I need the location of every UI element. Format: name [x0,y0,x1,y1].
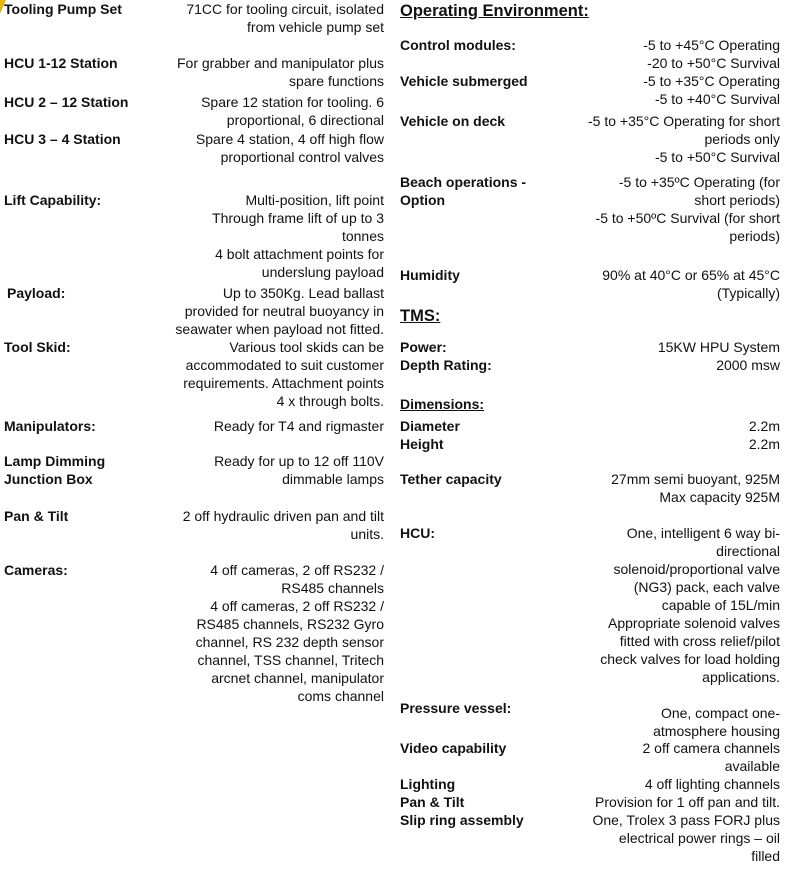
tms-heading: TMS: [400,307,441,325]
spec-label: Tooling Pump Set [4,1,122,17]
spec-label: Pan & Tilt [4,508,69,524]
spec-label: Tool Skid: [4,339,71,355]
spec-value: Multi-position, lift point Through frame lift of up to 3 tonnes 4 bolt attachment points for underslung payload [212,192,384,280]
spec-value: One, compact one- atmosphere housing [653,705,780,739]
spec-value: 2 off hydraulic driven pan and tilt units. [182,508,384,542]
dimensions-heading: Dimensions: [400,396,485,412]
spec-value: Ready for T4 and rigmaster [213,418,384,434]
spec-value: -5 to +35°C Operating -5 to +40°C Survival [643,73,780,107]
spec-label: Slip ring assembly [400,812,524,828]
spec-label: HCU 3 – 4 Station [4,131,121,147]
spec-value: 27mm semi buoyant, 925M Max capacity 925M [611,471,780,505]
spec-value: 2000 msw [716,357,780,373]
spec-label: Tether capacity [400,471,502,487]
spec-label: HCU: [400,525,435,541]
spec-value: Spare 4 station, 4 off high flow proportional control valves [195,131,384,165]
spec-label: Lift Capability: [4,192,102,208]
spec-label: Pan & Tilt [400,794,465,810]
spec-label: Depth Rating: [400,357,492,373]
operating-environment-heading: Operating Environment: [400,2,589,20]
spec-label: Control modules: [400,37,516,53]
spec-label: Cameras: [4,562,68,578]
spec-value: Provision for 1 off pan and tilt. [595,794,780,810]
spec-value: 2 off camera channels available [642,740,780,774]
spec-label: Manipulators: [4,418,96,434]
spec-label: HCU 1-12 Station [4,55,118,71]
spec-value: Spare 12 station for tooling. 6 proportional, 6 directional [201,94,384,128]
spec-value: 2.2m [748,418,780,434]
spec-value: -5 to +35°C Operating for short periods only -5 to +50°C Survival [588,113,780,165]
spec-label: Vehicle submerged [400,73,528,89]
spec-value: -5 to +45°C Operating -20 to +50°C Survival [643,37,780,71]
spec-label: HCU 2 – 12 Station [4,94,129,110]
spec-label: Diameter [400,418,460,434]
spec-label: Vehicle on deck [400,113,506,129]
spec-label: Power: [400,339,447,355]
spec-label: Payload: [7,285,66,301]
spec-label: Humidity [400,267,460,283]
spec-value: 71CC for tooling circuit, isolated from vehicle pump set [186,1,384,35]
spec-value: 90% at 40°C or 65% at 45°C (Typically) [602,267,780,301]
spec-label: Video capability [400,740,507,756]
spec-label: Height [400,436,444,452]
spec-value: 4 off lighting channels [644,776,780,792]
spec-value: One, intelligent 6 way bi- directional solenoid/proportional valve (NG3) pack, each valve capable of 15L/min Appropriate solenoid valves fitted with cross relief/pilot check valves for load holding applications. [600,525,780,685]
spec-value: Various tool skids can be accommodated to suit customer requirements. Attachment points 4 x through bolts. [183,339,384,409]
spec-value: Ready for up to 12 off 110V dimmable lamps [214,453,384,487]
spec-value: 2.2m [748,436,780,452]
spec-value: For grabber and manipulator plus spare functions [176,55,384,89]
spec-label: Lamp Dimming Junction Box [4,453,106,487]
spec-label: Pressure vessel: [400,700,512,716]
spec-value: One, Trolex 3 pass FORJ plus electrical power rings – oil filled [592,812,780,864]
spec-value: Up to 350Kg. Lead ballast provided for neutral buoyancy in seawater when payload not fitted. [175,285,384,337]
spec-value: 15KW HPU System [657,339,780,355]
spec-value: -5 to +35ºC Operating (for short periods) -5 to +50ºC Survival (for short periods) [595,174,780,244]
spec-label: Lighting [400,776,456,792]
spec-label: Beach operations - Option [400,174,527,208]
spec-value: 4 off cameras, 2 off RS232 / RS485 channels 4 off cameras, 2 off RS232 / RS485 channels, RS232 Gyro channel, RS 232 depth sensor channel, TSS channel, Tritech arcnet channel, manipulator coms channel [195,562,384,704]
